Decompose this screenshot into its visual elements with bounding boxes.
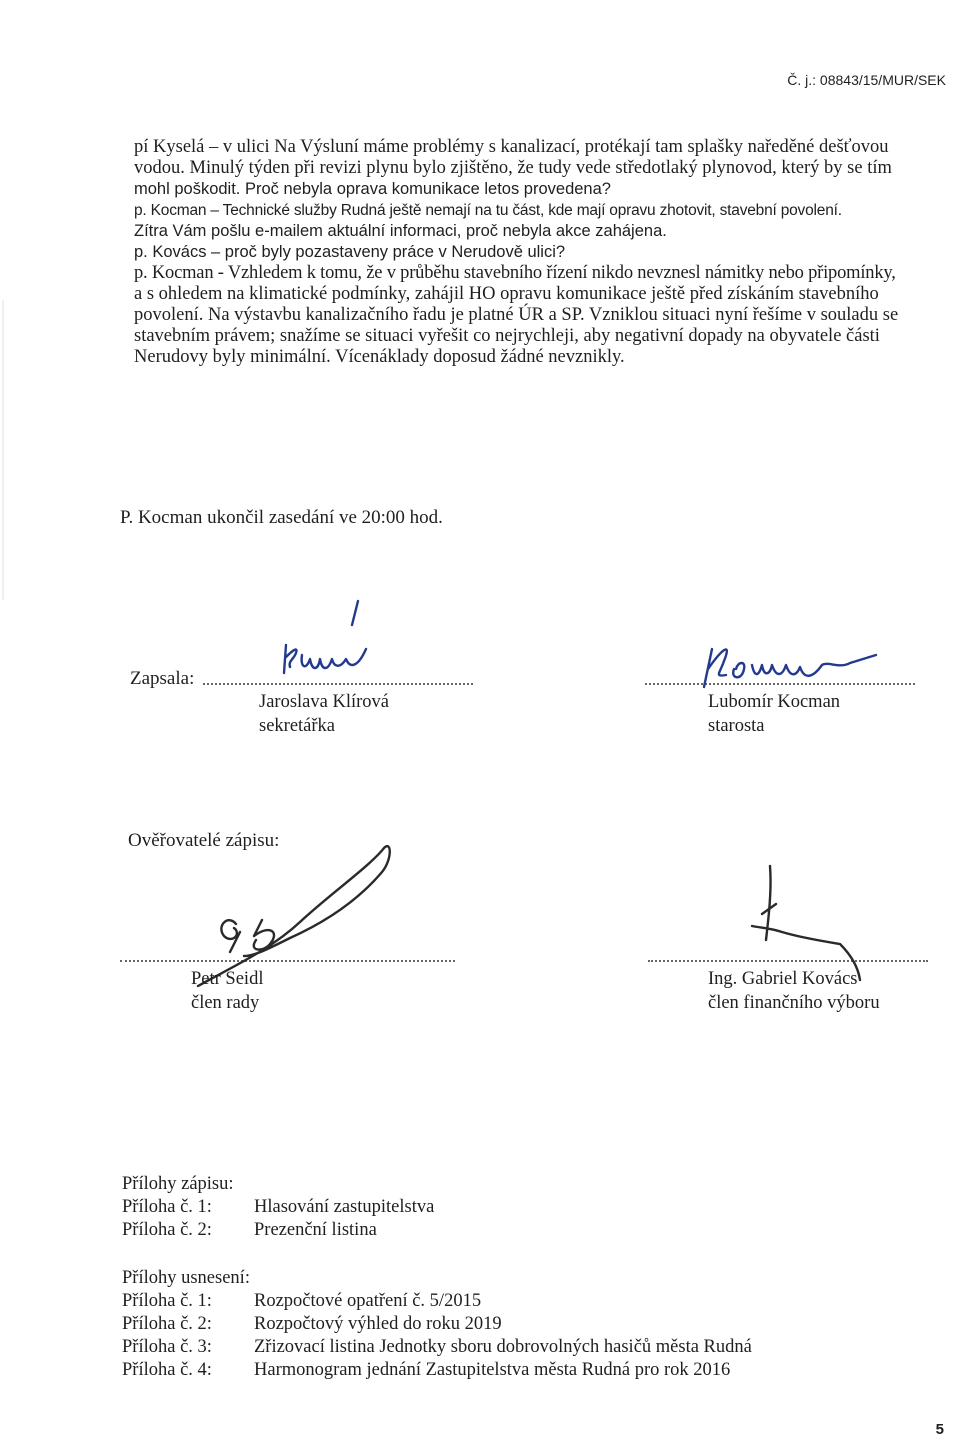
verifier2-name: Ing. Gabriel Kovács (708, 969, 858, 989)
discussion-text (134, 137, 898, 368)
scan-edge-mark (2, 300, 4, 600)
attachment-title: Hlasování zastupitelstva (254, 1197, 435, 1217)
attachment-title: Harmonogram jednání Zastupitelstva města Rudná pro rok 2016 (254, 1360, 731, 1380)
attachment-title: Rozpočtové opatření č. 5/2015 (254, 1291, 482, 1311)
attachments-heading: Přílohy usnesení: (122, 1268, 250, 1288)
text-line: Nerudovy byly minimální. Vícenáklady doposud žádné nevznikly. (134, 347, 625, 367)
list-item (122, 1313, 752, 1336)
recorder-role: sekretářka (259, 716, 336, 736)
text-line: stavebním právem; snažíme se situaci vyřešit co nejrychleji, aby negativní dopady na obyvatele části (134, 326, 880, 346)
text-line: p. Kocman – Technické služby Rudná ještě nemají na tu část, kde mají opravu zhotovit, stavební povolení. (134, 202, 842, 219)
attachment-number: Příloha č. 4: (122, 1360, 212, 1380)
resolution-attachments (122, 1267, 752, 1382)
text-line: Zítra Vám pošlu e-mailem aktuální informaci, proč nebyla akce zahájena. (134, 222, 667, 240)
page-number: 5 (935, 1421, 944, 1438)
list-item (122, 1290, 752, 1313)
text-line: p. Kocman - Vzhledem k tomu, že v průběhu stavebního řízení nikdo nevznesl námitky nebo připomínky, (134, 263, 896, 283)
attachment-number: Příloha č. 2: (122, 1314, 212, 1334)
list-item (122, 1196, 434, 1219)
text-line: vodou. Minulý týden při revizi plynu bylo zjištěno, že tudy vede středotlaký plynovod, který by se tím (134, 158, 892, 178)
closing-statement: P. Kocman ukončil zasedání ve 20:00 hod. (120, 507, 443, 528)
attachment-number: Příloha č. 2: (122, 1220, 212, 1240)
text-line: pí Kyselá – v ulici Na Výsluní máme problémy s kanalizací, protékají tam splašky naředěné dešťovou (134, 137, 889, 157)
attachment-title: Prezenční listina (254, 1220, 377, 1240)
text-line: a s ohledem na klimatické podmínky, zahájil HO opravu komunikace ještě před získáním stavebního (134, 284, 879, 304)
mayor-signature (700, 635, 890, 690)
verifier2-role: člen finančního výboru (708, 993, 880, 1013)
recorded-by-label: Zapsala: (130, 668, 195, 689)
verifiers-label: Ověřovatelé zápisu: (128, 830, 280, 851)
recorder-name: Jaroslava Klírová (259, 692, 389, 712)
attachment-number: Příloha č. 1: (122, 1291, 212, 1311)
attachment-number: Příloha č. 1: (122, 1197, 212, 1217)
minutes-attachments (122, 1173, 434, 1242)
mayor-role: starosta (708, 716, 765, 736)
attachment-title: Zřizovací listina Jednotky sboru dobrovolných hasičů města Rudná (254, 1337, 752, 1357)
list-item (122, 1219, 434, 1242)
text-line: p. Kovács – proč byly pozastaveny práce v Nerudově ulici? (134, 243, 566, 261)
verifier1-name: Petr Seidl (191, 969, 264, 989)
attachment-number: Příloha č. 3: (122, 1337, 212, 1357)
text-line: mohl poškodit. Proč nebyla oprava komunikace letos provedena? (134, 180, 611, 198)
mayor-name: Lubomír Kocman (708, 692, 841, 712)
attachments-heading: Přílohy zápisu: (122, 1174, 234, 1194)
text-line: povolení. Na výstavbu kanalizačního řadu je platné ÚR a SP. Vzniklou situaci nyní řešíme v souladu se (134, 305, 899, 325)
reference-number: Č. j.: 08843/15/MUR/SEK (787, 72, 946, 88)
attachment-title: Rozpočtový výhled do roku 2019 (254, 1314, 502, 1334)
signature-line (203, 680, 473, 685)
verifier1-role: člen rady (191, 993, 260, 1013)
list-item (122, 1359, 752, 1382)
list-item (122, 1336, 752, 1359)
recorder-signature (280, 595, 390, 680)
